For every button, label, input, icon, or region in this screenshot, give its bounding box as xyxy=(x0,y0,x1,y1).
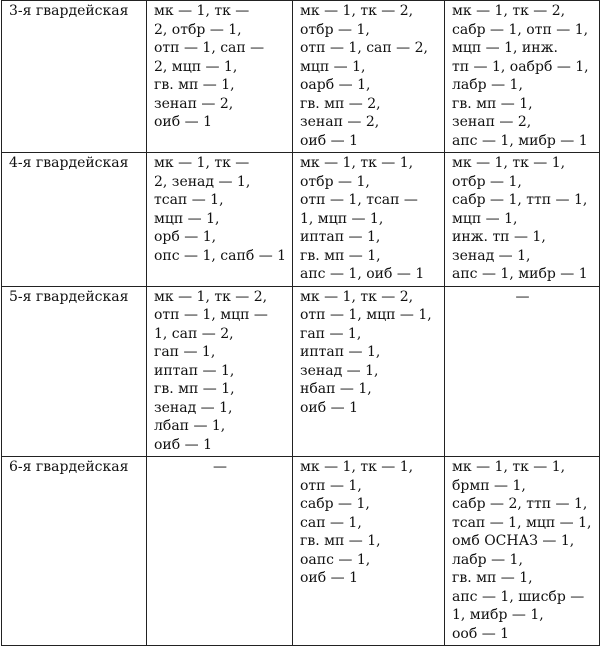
table-body xyxy=(2,1,600,646)
units-cell-empty xyxy=(147,457,293,646)
unit-line: мк — 1, тк — 1, xyxy=(300,155,414,171)
table-row xyxy=(2,1,600,153)
unit-line: отп — 1, мцп — 1, xyxy=(300,307,432,323)
unit-line: гв. мп — 1, xyxy=(300,533,381,549)
unit-line: мк — 1, тк — xyxy=(154,3,250,19)
unit-line: зенап — 2, xyxy=(300,114,380,130)
unit-line: оиб — 1 xyxy=(154,436,212,453)
unit-line: зенад — 1, xyxy=(154,399,233,416)
unit-line: отбр — 1, xyxy=(452,173,522,190)
units-cell xyxy=(293,286,445,457)
unit-line: тсап — 1, мцп — 1, xyxy=(452,514,592,531)
unit-line: отбр — 1, xyxy=(300,21,370,38)
units-cell xyxy=(147,1,293,153)
unit-line: оапс — 1, xyxy=(300,551,371,568)
unit-line: гап — 1, xyxy=(154,344,216,360)
unit-line: сабр — 1, ттп — 1, xyxy=(452,192,588,208)
unit-line: мк — 1, тк — 2, xyxy=(154,288,268,305)
unit-line: инж. тп — 1, xyxy=(452,229,546,245)
unit-line: гв. мп — 1, xyxy=(452,95,533,112)
unit-line: 1, мцп — 1, xyxy=(300,210,384,227)
unit-line: сабр — 1, xyxy=(300,496,370,512)
unit-line: 1, мибр — 1, xyxy=(452,607,544,623)
unit-line: омб ОСНАЗ — 1, xyxy=(452,533,575,549)
unit-line: гв. мп — 1, xyxy=(452,570,533,586)
army-name: 4-я гвардейская xyxy=(9,155,129,171)
army-name-cell xyxy=(2,286,147,457)
unit-line: отп — 1, xyxy=(300,477,362,494)
units-cell xyxy=(293,1,445,153)
unit-line: — xyxy=(515,288,530,305)
unit-line: мк — 1, тк — 2, xyxy=(300,3,414,19)
units-cell xyxy=(445,457,600,646)
unit-line: гв. мп — 1, xyxy=(154,381,235,397)
units-cell xyxy=(147,286,293,457)
unit-line: зенад — 1, xyxy=(300,362,379,379)
units-cell xyxy=(445,153,600,287)
army-name-cell xyxy=(2,457,147,646)
unit-line: иптап — 1, xyxy=(300,229,381,245)
unit-line: мк — 1, тк — xyxy=(154,155,250,171)
unit-line: гап — 1, xyxy=(300,325,362,342)
units-cell xyxy=(147,153,293,287)
units-cell-empty xyxy=(445,286,600,457)
units-cell xyxy=(293,457,445,646)
unit-line: оиб — 1 xyxy=(300,399,358,416)
unit-line: лбап — 1, xyxy=(154,418,226,434)
army-name: 6-я гвардейская xyxy=(9,459,129,475)
unit-line: тп — 1, оабрб — 1, xyxy=(452,58,589,75)
units-cell xyxy=(293,153,445,287)
unit-line: мцп — 1, xyxy=(452,210,518,227)
unit-line: оиб — 1 xyxy=(300,132,358,149)
unit-line: гв. мп — 1, xyxy=(154,77,235,93)
unit-line: гв. мп — 2, xyxy=(300,95,381,112)
unit-line: мк — 1, тк — 2, xyxy=(452,3,566,19)
unit-line: мк — 1, тк — 1, xyxy=(452,459,566,475)
unit-line: сабр — 1, отп — 1, xyxy=(452,21,589,38)
unit-line: мцп — 1, инж. xyxy=(452,40,558,56)
unit-line: сап — 1, xyxy=(300,514,362,531)
unit-line: апс — 1, мибр — 1 xyxy=(452,132,588,149)
army-name: 5-я гвардейская xyxy=(9,288,129,305)
units-cell xyxy=(445,1,600,153)
unit-line: апс — 1, шисбр — xyxy=(452,588,585,605)
unit-line: опс — 1, сапб — 1 xyxy=(154,247,287,264)
table-row xyxy=(2,286,600,457)
unit-line: отп — 1, сап — 2, xyxy=(300,40,428,56)
unit-line: орб — 1, xyxy=(154,229,217,245)
unit-line: лабр — 1, xyxy=(452,77,523,93)
unit-line: апс — 1, мибр — 1 xyxy=(452,266,588,282)
unit-line: зенап — 2, xyxy=(452,114,532,130)
unit-line: иптап — 1, xyxy=(154,362,235,379)
army-name-cell xyxy=(2,153,147,287)
unit-line: мк — 1, тк — 1, xyxy=(452,155,566,171)
unit-line: — xyxy=(213,459,227,475)
army-units-table xyxy=(1,0,600,646)
unit-line: мк — 1, тк — 2, xyxy=(300,288,414,305)
unit-line: иптап — 1, xyxy=(300,344,381,360)
unit-line: тсап — 1, xyxy=(154,192,224,208)
unit-line: мцп — 1, xyxy=(300,58,366,75)
unit-line: 2, мцп — 1, xyxy=(154,58,238,75)
unit-line: мк — 1, тк — 1, xyxy=(300,459,414,475)
unit-line: гв. мп — 1, xyxy=(300,247,381,264)
unit-line: зенад — 1, xyxy=(452,247,531,264)
unit-line: оарб — 1, xyxy=(300,77,371,93)
unit-line: нбап — 1, xyxy=(300,381,372,397)
unit-line: апс — 1, оиб — 1 xyxy=(300,266,425,282)
unit-line: оиб — 1 xyxy=(154,114,212,130)
unit-line: зенап — 2, xyxy=(154,95,234,112)
unit-line: брмп — 1, xyxy=(452,477,526,494)
unit-line: 2, отбр — 1, xyxy=(154,21,242,38)
unit-line: ооб — 1 xyxy=(452,625,510,642)
unit-line: сабр — 2, ттп — 1, xyxy=(452,496,588,512)
unit-line: лабр — 1, xyxy=(452,551,523,568)
unit-line: отп — 1, мцп — xyxy=(154,307,268,323)
army-name: 3-я гвардейская xyxy=(9,3,129,19)
unit-line: отп — 1, сап — xyxy=(154,40,265,56)
unit-line: отбр — 1, xyxy=(300,173,370,190)
unit-line: отп — 1, тсап — xyxy=(300,192,418,208)
unit-line: оиб — 1 xyxy=(300,570,358,586)
table-row xyxy=(2,153,600,287)
army-name-cell xyxy=(2,1,147,153)
table-row xyxy=(2,457,600,646)
unit-line: 1, сап — 2, xyxy=(154,325,234,342)
unit-line: мцп — 1, xyxy=(154,210,220,227)
unit-line: 2, зенад — 1, xyxy=(154,173,251,190)
